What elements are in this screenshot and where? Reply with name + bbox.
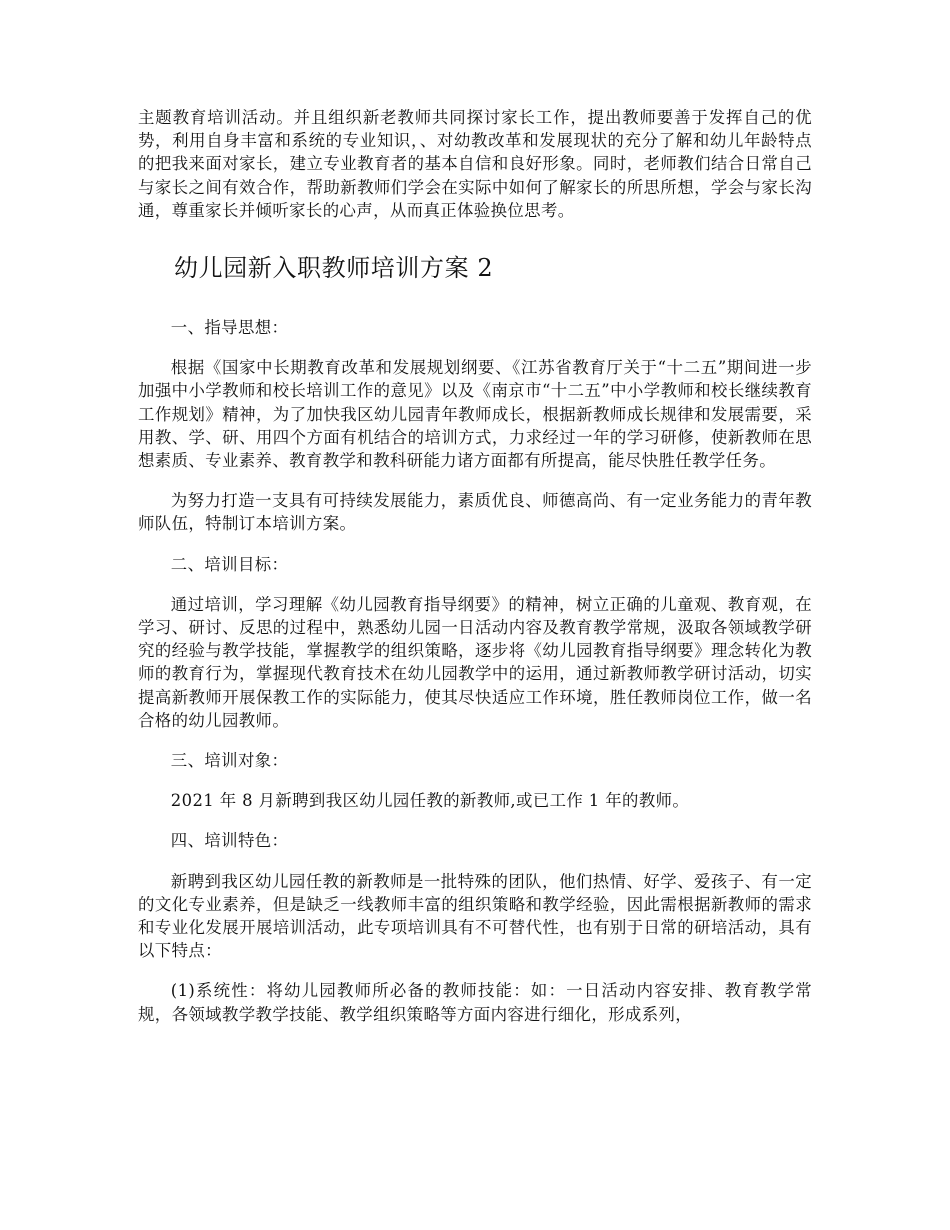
section-title: 幼儿园新入职教师培训方案 2 bbox=[174, 254, 494, 283]
intro-paragraph: 主题教育培训活动。并且组织新老教师共同探讨家长工作，提出教师要善于发挥自己的优势，利用自身丰富和系统的专业知识，、对幼教改革和发展现状的充分了解和幼儿年龄特点的把我来面对家长，建立专业教育者的基本自信和良好形象。同时，老师教们结合日常自己与家长之间有效合作，帮助新教师们学会在实际中如何了解家长的所思所想，学会与家长沟通，尊重家长并倾听家长的心声，从而真正体验换位思考。 bbox=[138, 108, 812, 220]
paragraph-guiding-ideology-1: 根据《国家中长期教育改革和发展规划纲要、《江苏省教育厅关于“十二五”期间进一步加强中小学教师和校长培训工作的意见》以及《南京市“十二五”中小学教师和校长继续教育工作规划》精神，为了加快我区幼儿园青年教师成长，根据新教师成长规律和发展需要，采用教、学、研、用四个方面有机结合的培训方式，力求经过一年的学习研修，使新教师在思想素质、专业素养、教育教学和教科研能力诸方面都有所提高，能尽快胜任教学任务。 bbox=[138, 358, 813, 471]
paragraph-guiding-ideology-2: 为努力打造一支具有可持续发展能力，素质优良、师德高尚、有一定业务能力的青年教师队伍，特制订本培训方案。 bbox=[138, 491, 812, 534]
section-heading-training-features: 四、培训特色： bbox=[170, 831, 289, 851]
section-heading-guiding-ideology: 一、指导思想： bbox=[170, 318, 289, 338]
section-heading-training-goals: 二、培训目标： bbox=[170, 554, 289, 574]
section-heading-training-targets: 三、培训对象： bbox=[170, 751, 289, 771]
paragraph-training-features-2: (1)系统性：将幼儿园教师所必备的教师技能：如：一日活动内容安排、教育教学常规，各领域教学教学技能、教学组织策略等方面内容进行细化，形成系列， bbox=[138, 981, 812, 1024]
paragraph-training-features-1: 新聘到我区幼儿园任教的新教师是一批特殊的团队，他们热情、好学、爱孩子、有一定的文化专业素养，但是缺乏一线教师丰富的组织策略和教学经验，因此需根据新教师的需求和专业化发展开展培训活动，此专项培训具有不可替代性，也有别于日常的研培活动，具有以下特点： bbox=[138, 871, 812, 961]
paragraph-training-goals: 通过培训，学习理解《幼儿园教育指导纲要》的精神，树立正确的儿童观、教育观，在学习、研讨、反思的过程中，熟悉幼儿园一日活动内容及教育教学常规，汲取各领域教学研究的经验与教学技能，掌握教学的组织策略，逐步将《幼儿园教育指导纲要》理念转化为教师的教育行为，掌握现代教育技术在幼儿园教学中的运用，通过新教师教学研讨活动，切实提高新教师开展保教工作的实际能力，使其尽快适应工作环境，胜任教师岗位工作，做一名合格的幼儿园教师。 bbox=[138, 594, 812, 730]
paragraph-training-targets: 2021 年 8 月新聘到我区幼儿园任教的新教师,或已工作 1 年的教师。 bbox=[170, 791, 690, 811]
